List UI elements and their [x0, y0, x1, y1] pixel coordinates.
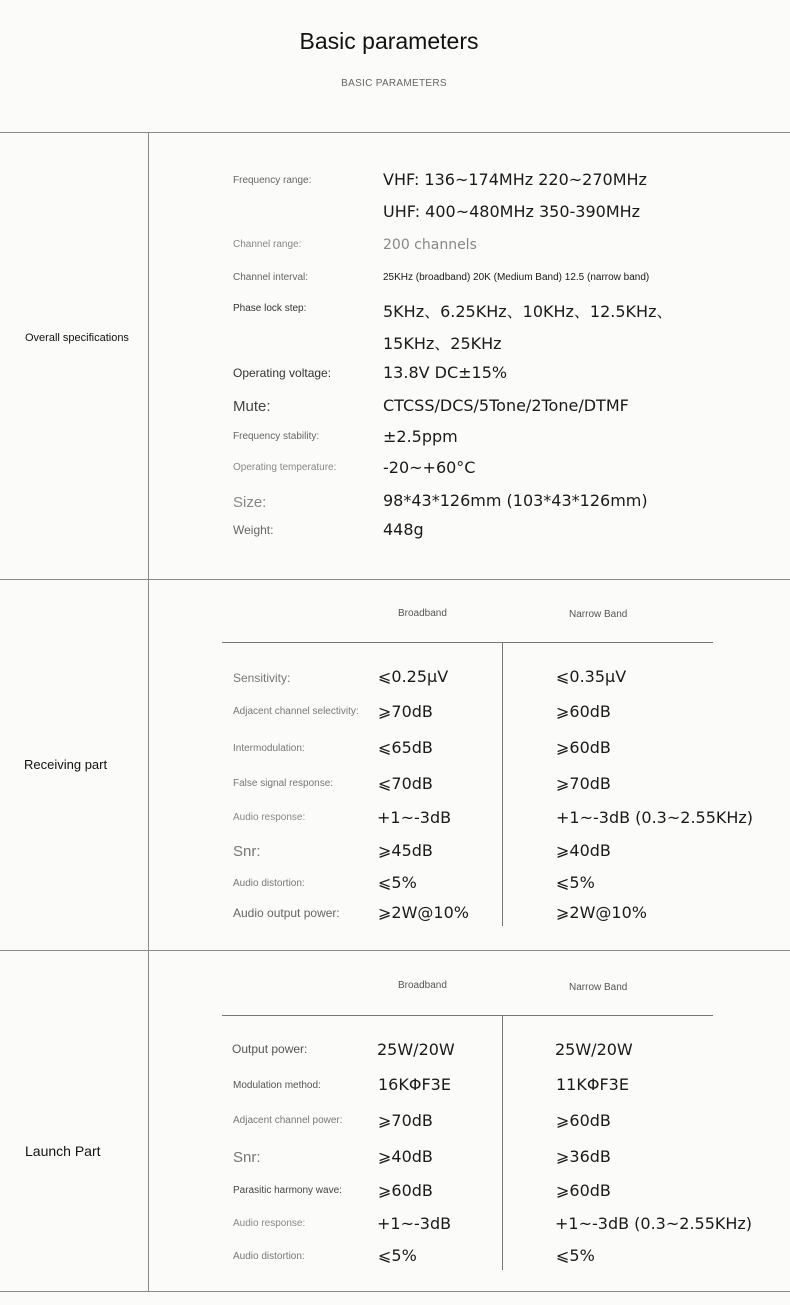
column-header-broadband: Broadband: [398, 608, 447, 619]
section-column-divider: [148, 132, 149, 1291]
spec-value: CTCSS/DCS/5Tone/2Tone/DTMF: [383, 396, 629, 415]
table-header-rule: [222, 642, 713, 643]
spec-value: ±2.5ppm: [383, 427, 458, 446]
spec-value-narrow: ⩾60dB: [556, 1181, 611, 1200]
spec-value: 5KHz、6.25KHz、10KHz、12.5KHz、: [383, 302, 673, 321]
spec-value: 13.8V DC±15%: [383, 363, 508, 382]
spec-value-broadband: +1~-3dB: [377, 808, 452, 827]
section-label-launch: Launch Part: [25, 1143, 101, 1159]
spec-value: 98*43*126mm (103*43*126mm): [383, 491, 648, 510]
spec-value-broadband: 25W/20W: [377, 1040, 455, 1059]
spec-value: 25KHz (broadband) 20K (Medium Band) 12.5 (narrow band): [383, 272, 650, 283]
section-label-receiving: Receiving part: [24, 757, 108, 772]
spec-label: Snr:: [233, 843, 261, 860]
spec-value-narrow: ⩾2W@10%: [556, 903, 647, 922]
spec-label: Channel interval:: [233, 272, 309, 283]
spec-label: Sensitivity:: [233, 671, 291, 685]
spec-label: Output power:: [232, 1042, 308, 1056]
spec-value-broadband: +1~-3dB: [377, 1214, 452, 1233]
spec-value: UHF: 400~480MHz 350-390MHz: [383, 202, 641, 221]
spec-label: Frequency range:: [233, 175, 312, 186]
spec-value-narrow: ⩾60dB: [556, 1111, 611, 1130]
spec-value: VHF: 136~174MHz 220~270MHz: [383, 170, 647, 189]
page-subtitle: BASIC PARAMETERS: [341, 78, 447, 89]
column-header-narrow-band: Narrow Band: [569, 982, 628, 993]
spec-value-narrow: ⩽5%: [556, 1246, 595, 1265]
table-column-rule: [502, 1015, 503, 1270]
spec-label: Adjacent channel power:: [233, 1115, 343, 1126]
spec-value-broadband: ⩾70dB: [378, 1111, 433, 1130]
spec-value-narrow: ⩽0.35µV: [556, 667, 627, 686]
spec-value-narrow: 25W/20W: [555, 1040, 633, 1059]
spec-label: Intermodulation:: [233, 743, 305, 754]
divider-overall-receiving: [0, 579, 790, 580]
spec-value-broadband: 16KΦF3E: [378, 1075, 451, 1094]
spec-label: Audio distortion:: [233, 1251, 305, 1262]
spec-label: Channel range:: [233, 239, 302, 250]
divider-bottom: [0, 1291, 790, 1292]
spec-value-narrow: ⩾40dB: [556, 841, 611, 860]
spec-label: Snr:: [233, 1149, 261, 1166]
spec-label: Audio distortion:: [233, 878, 305, 889]
spec-value: -20~+60°C: [383, 458, 476, 477]
spec-label: Parasitic harmony wave:: [233, 1185, 342, 1196]
spec-value-broadband: ⩾2W@10%: [378, 903, 469, 922]
spec-value-broadband: ⩽5%: [378, 1246, 417, 1265]
spec-label: Audio response:: [233, 812, 306, 823]
spec-value-broadband: ⩽70dB: [378, 774, 433, 793]
table-header-rule: [222, 1015, 713, 1016]
spec-value-narrow: ⩾36dB: [556, 1147, 611, 1166]
page-title: Basic parameters: [299, 28, 479, 54]
divider-receiving-launch: [0, 950, 790, 951]
spec-label: Phase lock step:: [233, 303, 307, 314]
spec-value-broadband: ⩾60dB: [378, 1181, 433, 1200]
spec-value-narrow: ⩾70dB: [556, 774, 611, 793]
divider-top: [0, 132, 790, 133]
spec-value-broadband: ⩽0.25µV: [378, 667, 449, 686]
spec-value-broadband: ⩽5%: [378, 873, 417, 892]
spec-value: 200 channels: [383, 237, 477, 253]
spec-label: False signal response:: [233, 778, 334, 789]
spec-label: Mute:: [233, 398, 271, 415]
spec-label: Size:: [233, 494, 267, 511]
spec-label: Weight:: [233, 523, 274, 537]
spec-label: Audio output power:: [233, 906, 340, 920]
spec-label: Adjacent channel selectivity:: [233, 706, 359, 717]
spec-label: Operating temperature:: [233, 462, 337, 473]
spec-value-narrow: ⩾60dB: [556, 702, 611, 721]
column-header-narrow-band: Narrow Band: [569, 609, 628, 620]
spec-value-broadband: ⩽65dB: [378, 738, 433, 757]
spec-value-narrow: ⩽5%: [556, 873, 595, 892]
spec-value-broadband: ⩾40dB: [378, 1147, 433, 1166]
spec-label: Modulation method:: [233, 1080, 321, 1091]
spec-value: 448g: [383, 520, 424, 539]
spec-value-broadband: ⩾45dB: [378, 841, 433, 860]
spec-value-narrow: +1~-3dB (0.3~2.55KHz): [556, 808, 754, 827]
spec-value-broadband: ⩾70dB: [378, 702, 433, 721]
section-label-overall: Overall specifications: [25, 332, 129, 344]
spec-label: Operating voltage:: [233, 366, 332, 380]
spec-value-narrow: 11KΦF3E: [556, 1075, 629, 1094]
spec-label: Audio response:: [233, 1218, 306, 1229]
table-column-rule: [502, 642, 503, 926]
spec-value-narrow: +1~-3dB (0.3~2.55KHz): [555, 1214, 753, 1233]
spec-label: Frequency stability:: [233, 431, 320, 442]
column-header-broadband: Broadband: [398, 980, 447, 991]
spec-value-narrow: ⩾60dB: [556, 738, 611, 757]
spec-value: 15KHz、25KHz: [383, 334, 502, 353]
